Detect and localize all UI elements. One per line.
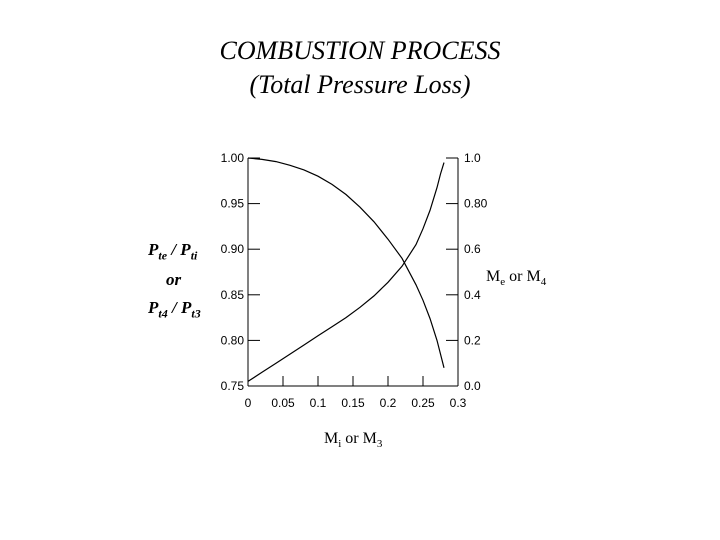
y-left-tick-label: 0.95 xyxy=(220,196,244,211)
y-left-tick-label: 1.00 xyxy=(220,151,244,165)
x-tick-label: 0.15 xyxy=(341,396,365,410)
y-left-tick-label: 0.90 xyxy=(220,242,244,257)
series-line-pressure-ratio xyxy=(248,158,444,368)
y-left-tick-label: 0.75 xyxy=(220,379,244,393)
x-tick-label: 0.25 xyxy=(411,396,435,410)
chart-title-line2: (Total Pressure Loss) xyxy=(249,70,471,99)
y-right-tick-label: 1.0 xyxy=(464,151,481,165)
y-right-label: $M_e$ or $M_4$ xyxy=(486,268,547,289)
y-right-tick-label: 0.80 xyxy=(464,196,488,211)
y-left-tick-label: 0.80 xyxy=(220,333,244,348)
series-line-mach xyxy=(248,163,444,382)
x-tick-label: 0.1 xyxy=(309,396,327,410)
y-right-tick-label: 0.0 xyxy=(464,379,481,393)
y-right-tick-label: 0.2 xyxy=(464,333,481,348)
x-tick-label: 0.05 xyxy=(271,396,295,410)
chart-title-line1: COMBUSTION PROCESS xyxy=(219,36,501,65)
x-tick-label: 0.2 xyxy=(379,396,397,410)
y-right-tick-label: 0.6 xyxy=(464,242,481,257)
x-tick-label: 0 xyxy=(244,396,252,410)
x-axis-label: $M_i$ or $M_3$ xyxy=(324,430,383,451)
y-left-label-line1: $P_{te} / P_{ti}$ xyxy=(148,240,198,263)
y-left-tick-label: 0.85 xyxy=(220,287,244,302)
x-tick-label: 0.3 xyxy=(449,396,467,410)
y-right-tick-label: 0.4 xyxy=(464,287,481,302)
y-left-label-line2: or xyxy=(166,270,182,289)
y-left-label-line3: $P_{t4} / P_{t3}$ xyxy=(148,298,201,321)
